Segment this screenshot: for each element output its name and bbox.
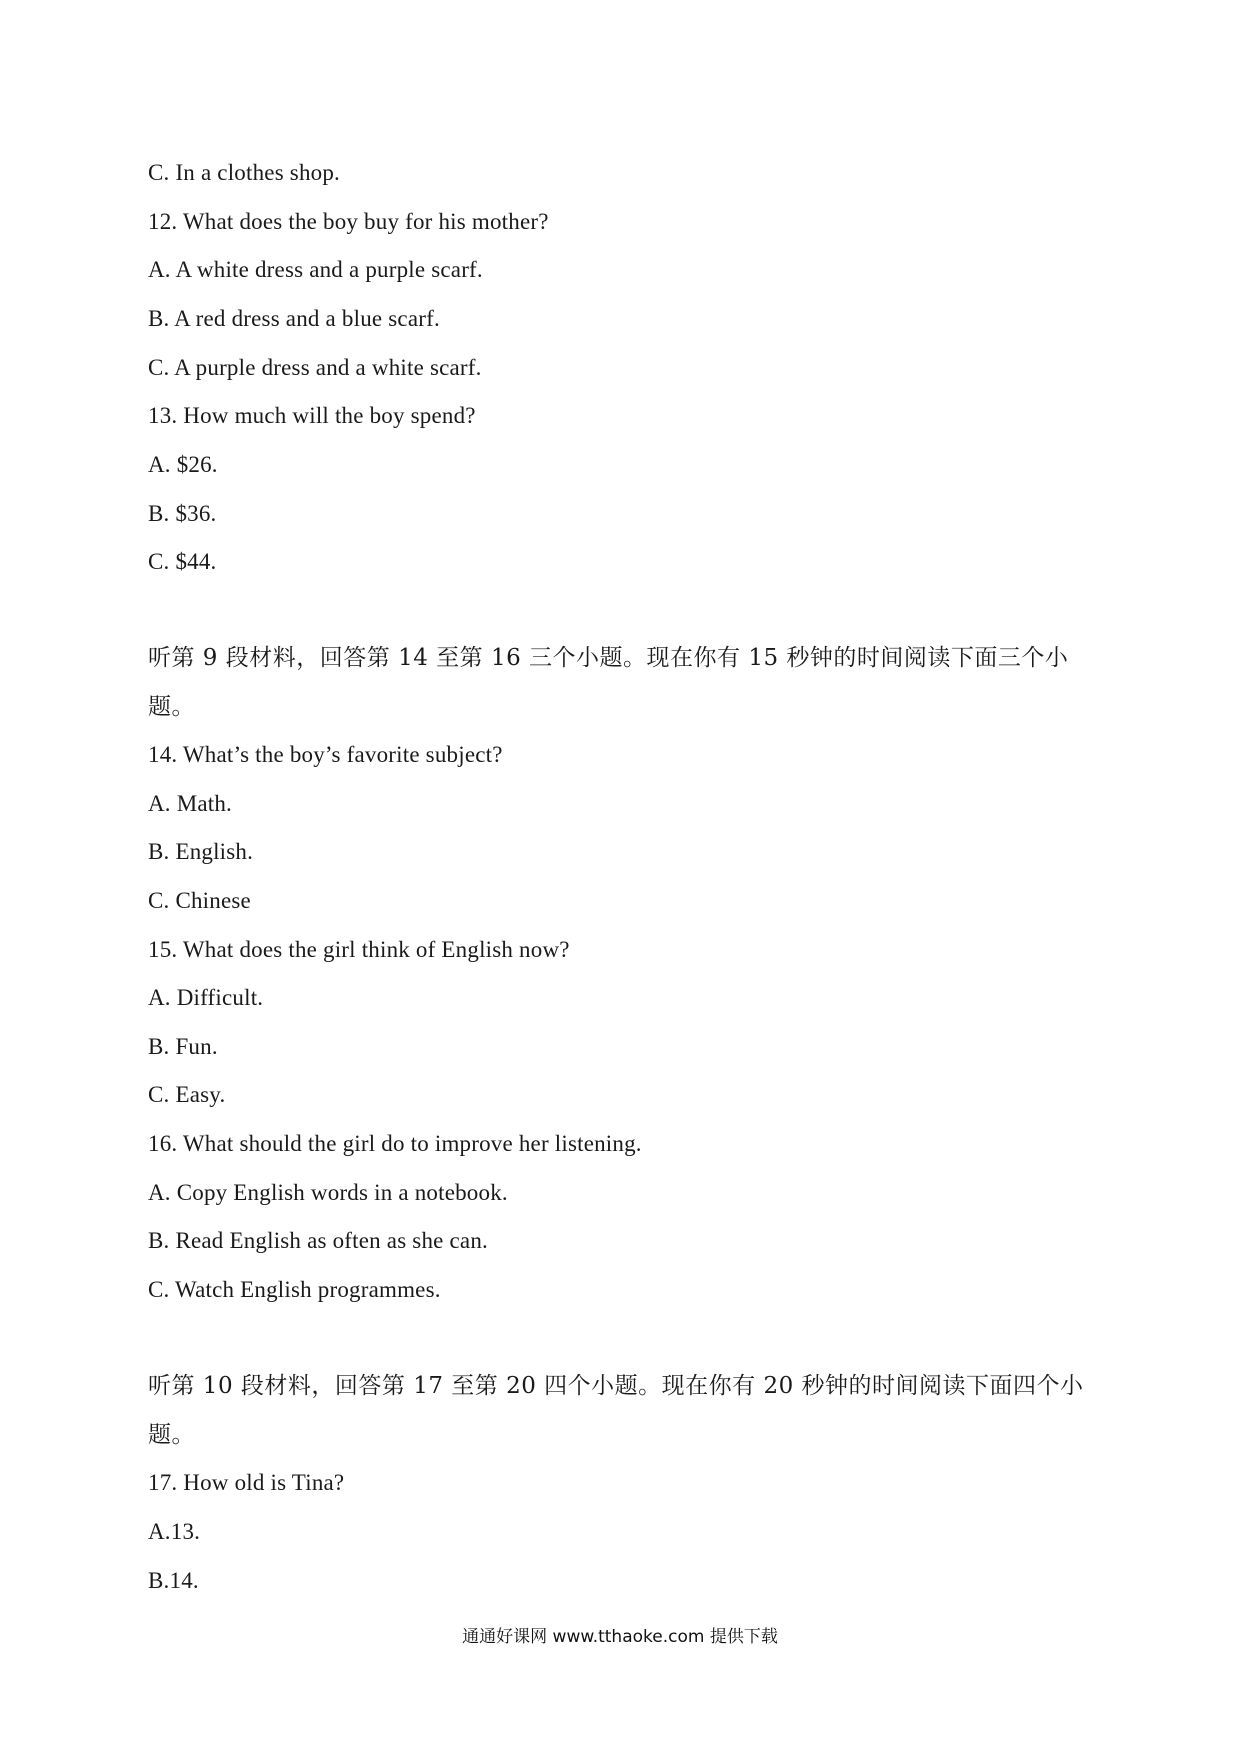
section-instruction-9: 听第 9 段材料，回答第 14 至第 16 三个小题。现在你有 15 秒钟的时间阅读下面三个小 <box>148 645 1069 671</box>
option-b-q16: B. Read English as often as she can. <box>148 1228 488 1253</box>
question-17: 17. How old is Tina? <box>148 1470 345 1495</box>
option-b-q14: B. English. <box>148 839 254 864</box>
question-12: 12. What does the boy buy for his mother? <box>148 209 549 234</box>
option-c-q12: C. A purple dress and a white scarf. <box>148 355 482 380</box>
option-a-q15: A. Difficult. <box>148 985 264 1010</box>
option-b-q12: B. A red dress and a blue scarf. <box>148 306 440 331</box>
option-c-q16: C. Watch English programmes. <box>148 1277 441 1302</box>
option-c-q11: C. In a clothes shop. <box>148 160 341 185</box>
option-c-q13: C. $44. <box>148 549 217 574</box>
option-a-q12: A. A white dress and a purple scarf. <box>148 257 483 282</box>
section-instruction-9-cont: 题。 <box>148 694 195 720</box>
question-13: 13. How much will the boy spend? <box>148 403 476 428</box>
option-b-q17: B.14. <box>148 1568 199 1593</box>
page-footer: 通通好课网 www.tthaoke.com 提供下载 <box>462 1627 778 1647</box>
question-15: 15. What does the girl think of English now? <box>148 937 570 962</box>
question-16: 16. What should the girl do to improve her listening. <box>148 1131 642 1156</box>
option-b-q13: B. $36. <box>148 501 217 526</box>
option-a-q13: A. $26. <box>148 452 218 477</box>
option-b-q15: B. Fun. <box>148 1034 218 1059</box>
section-instruction-10-cont: 题。 <box>148 1422 195 1448</box>
option-a-q14: A. Math. <box>148 791 233 816</box>
question-14: 14. What’s the boy’s favorite subject? <box>148 742 503 767</box>
option-c-q15: C. Easy. <box>148 1082 226 1107</box>
option-a-q17: A.13. <box>148 1519 201 1544</box>
option-a-q16: A. Copy English words in a notebook. <box>148 1180 508 1205</box>
option-c-q14: C. Chinese <box>148 888 251 913</box>
section-instruction-10: 听第 10 段材料，回答第 17 至第 20 四个小题。现在你有 20 秒钟的时间阅读下面四个小 <box>148 1373 1084 1399</box>
